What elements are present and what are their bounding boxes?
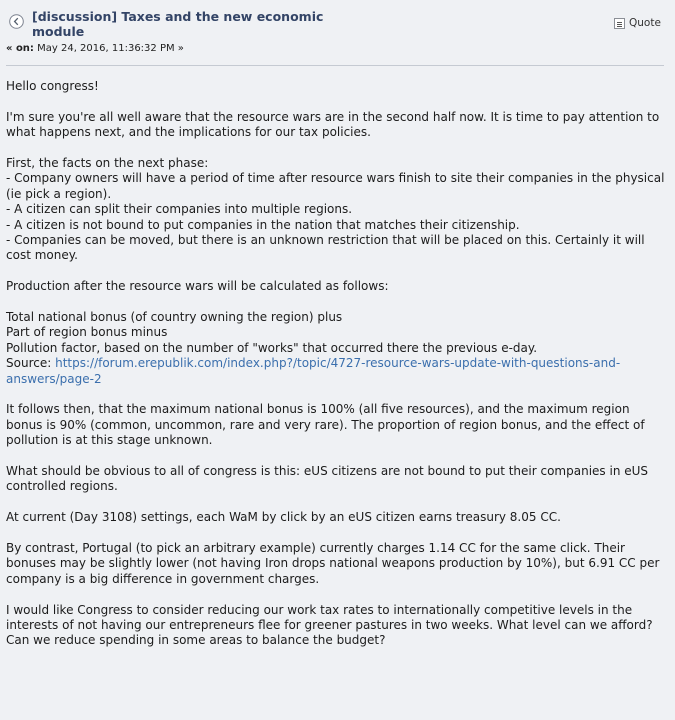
fact-item: - Company owners will have a period of time after resource wars finish to site their companies in the physical (ie pick a region). [6, 171, 665, 201]
current-settings-paragraph: At current (Day 3108) settings, each WaM by click by an eUS citizen earns treasury 8.05 CC. [6, 510, 561, 525]
production-line: Total national bonus (of country owning the region) plus [6, 310, 343, 325]
facts-section [6, 156, 666, 264]
production-line: Part of region bonus minus [6, 325, 168, 340]
production-intro: Production after the resource wars will be calculated as follows: [6, 279, 389, 294]
source-link[interactable]: https://forum.erepublik.com/index.php?/topic/4727-resource-wars-update-with-questions-and-answers/page-2 [6, 356, 621, 386]
portugal-paragraph: By contrast, Portugal (to pick an arbitrary example) currently charges 1.14 CC for the same click. Their bonuses may be slightly lower (not having Iron drops national weapons production by 10%), but 6.91 CC per company is a big difference in government charges. [6, 541, 660, 586]
post-body [6, 79, 666, 664]
obvious-paragraph: What should be obvious to all of congress is this: eUS citizens are not bound to put their companies in eUS controlled regions. [6, 464, 649, 494]
production-section [6, 310, 666, 387]
greeting: Hello congress! [6, 79, 99, 93]
fact-item: - A citizen is not bound to put companies in the nation that matches their citizenship. [6, 217, 520, 232]
quote-label: Quote [629, 17, 661, 29]
intro-paragraph: I'm sure you're all well aware that the resource wars are in the second half now. It is time to pay attention to what happens next, and the implications for our tax policies. [6, 109, 660, 140]
post-header [0, 0, 675, 64]
fact-item: - Companies can be moved, but there is an unknown restriction that will be placed on this. Certainly it will cost money. [6, 233, 645, 263]
source-label: Source: [6, 356, 52, 371]
posted-date: May 24, 2016, 11:36:32 PM » [37, 43, 184, 54]
production-line: Pollution factor, based on the number of "works" that occurred there the previous e-day. [6, 340, 538, 355]
divider [6, 65, 664, 66]
request-paragraph: I would like Congress to consider reducing our work tax rates to internationally competitive levels in the interests of not having our entrepreneurs flee for greener pastures in two weeks. What level can we afford? Can we reduce spending in some areas to balance the budget? [6, 602, 653, 648]
post-title[interactable]: [discussion] Taxes and the new economic module [32, 9, 324, 39]
facts-intro: First, the facts on the next phase: [6, 156, 209, 170]
quote-icon [614, 18, 625, 29]
bonus-paragraph: It follows then, that the maximum national bonus is 100% (all five resources), and the maximum region bonus is 90% (common, uncommon, rare and very rare). The proportion of region bonus, and the effect of pollution is at this stage unknown. [6, 402, 645, 448]
topic-icon [9, 14, 24, 29]
quote-button[interactable] [614, 17, 661, 29]
fact-item: - A citizen can split their companies into multiple regions. [6, 202, 353, 217]
posted-label: « on: [6, 43, 34, 54]
post-date [6, 43, 184, 54]
